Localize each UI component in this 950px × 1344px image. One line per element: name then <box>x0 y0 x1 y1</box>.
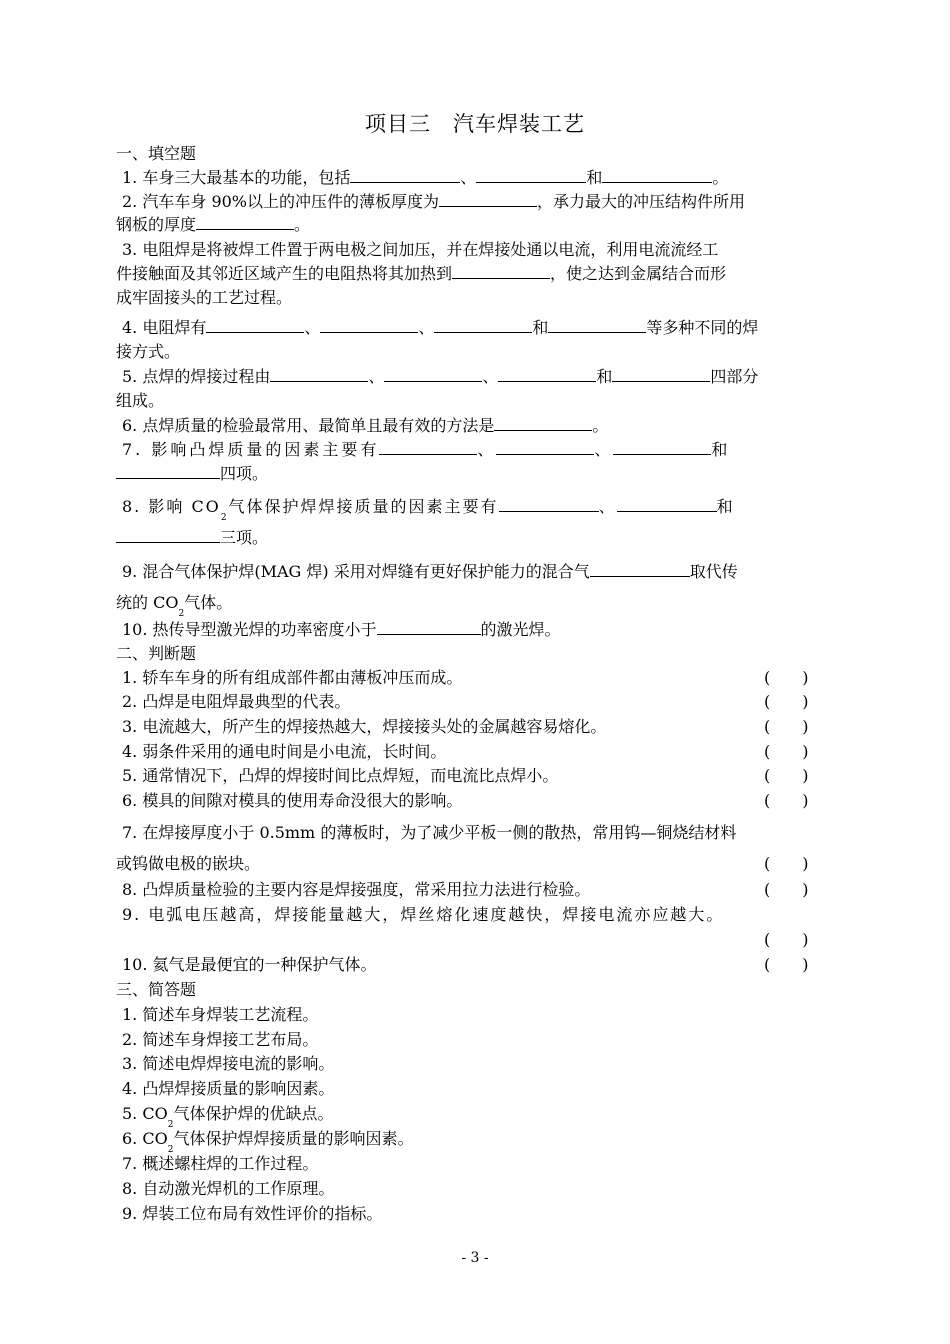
judge-question-9: 9. 电弧电压越高，焊接能量越大，焊丝熔化速度越快，焊接电流亦应越大。 <box>122 905 725 924</box>
section-short-heading: 三、简答题 <box>116 980 197 999</box>
fill-question-7-cont: 四项。 <box>116 463 840 485</box>
judge-question-4: 4. 弱条件采用的通电时间是小电流，长时间。 <box>122 742 447 761</box>
fill-question-5: 5. 点焊的焊接过程由 、 、 和 四部分 <box>122 367 759 386</box>
short-question-1: 1. 简述车身焊装工艺流程。 <box>122 1005 319 1024</box>
answer-paren: ( ) <box>764 880 809 899</box>
section-judge-heading: 二、判断题 <box>116 644 197 663</box>
answer-paren: ( ) <box>764 854 809 873</box>
answer-paren: ( ) <box>764 742 809 761</box>
answer-paren: ( ) <box>764 791 809 810</box>
judge-question-7: 7. 在焊接厚度小于 0.5mm 的薄板时，为了减少平板一侧的散热，常用钨—铜烧结材料 <box>122 823 737 842</box>
answer-paren: ( ) <box>764 692 809 711</box>
fill-question-2: 2. 汽车车身 90%以上的冲压件的薄板厚度为 ，承力最大的冲压结构件所用 <box>122 192 746 211</box>
short-question-6: 6. $CO_2$气体保护焊焊接质量的影响因素。 <box>122 1129 414 1155</box>
judge-question-7-cont: 或钨做电极的嵌块。 <box>116 854 261 873</box>
answer-paren: ( ) <box>764 766 809 785</box>
fill-question-6: 6. 点焊质量的检验最常用、最简单且最有效的方法是 。 <box>122 416 609 435</box>
judge-question-3: 3. 电流越大，所产生的焊接热越大，焊接接头处的金属越容易熔化。 <box>122 717 607 736</box>
judge-question-1: 1. 轿车车身的所有组成部件都由薄板冲压而成。 <box>122 668 463 687</box>
judge-question-8: 8. 凸焊质量检验的主要内容是焊接强度，常采用拉力法进行检验。 <box>122 880 591 899</box>
answer-paren: ( ) <box>764 717 809 736</box>
answer-paren: ( ) <box>764 668 809 687</box>
fill-question-1: 1. 车身三大最基本的功能，包括 、 和 。 <box>122 168 729 187</box>
short-question-3: 3. 简述电焊焊接电流的影响。 <box>122 1054 335 1073</box>
judge-question-2: 2. 凸焊是电阻焊最典型的代表。 <box>122 692 351 711</box>
fill-question-4: 4. 电阻焊有 、 、 和 等多种不同的焊 <box>122 318 759 337</box>
answer-paren: ( ) <box>764 930 809 949</box>
fill-question-8-cont: 三项。 <box>116 527 840 549</box>
short-question-8: 8. 自动激光焊机的工作原理。 <box>122 1179 335 1198</box>
judge-question-10: 10. 氦气是最便宜的一种保护气体。 <box>122 955 377 974</box>
page-number: - 3 - <box>461 1250 489 1266</box>
short-question-2: 2. 简述车身焊接工艺布局。 <box>122 1030 319 1049</box>
page-title: 项目三 汽车焊装工艺 <box>365 112 585 136</box>
short-question-4: 4. 凸焊焊接质量的影响因素。 <box>122 1079 335 1098</box>
fill-question-7: 7. 影响凸焊质量的因素主要有 、 、 和 <box>122 440 731 459</box>
fill-question-10: 10. 热传导型激光焊的功率密度小于 的激光焊。 <box>122 620 561 639</box>
judge-question-5: 5. 通常情况下，凸焊的焊接时间比点焊短，而电流比点焊小。 <box>122 766 559 785</box>
fill-question-3-cont: 件接触面及其邻近区域产生的电阻热将其加热到 ，使之达到金属结合而形 <box>116 264 727 283</box>
fill-question-3-cont2: 成牢固接头的工艺过程。 <box>116 288 293 307</box>
answer-paren: ( ) <box>764 955 809 974</box>
fill-question-8: 8. 影响 $CO_2$气体保护焊焊接质量的因素主要有 、 和 <box>122 497 735 523</box>
fill-question-2-cont: 钢板的厚度 。 <box>116 215 311 234</box>
fill-question-3: 3. 电阻焊是将被焊工件置于两电极之间加压，并在焊接处通以电流，利用电流流经工 <box>122 240 719 259</box>
fill-question-9-cont: 统的 $CO_2$气体。 <box>116 593 233 619</box>
section-fill-heading: 一、填空题 <box>116 144 197 163</box>
short-question-7: 7. 概述螺柱焊的工作过程。 <box>122 1154 319 1173</box>
fill-question-5-cont: 组成。 <box>116 391 165 410</box>
short-question-5: 5. $CO_2$气体保护焊的优缺点。 <box>122 1104 334 1130</box>
fill-question-9: 9. 混合气体保护焊(MAG 焊) 采用对焊缝有更好保护能力的混合气 取代传 <box>122 562 738 581</box>
fill-question-4-cont: 接方式。 <box>116 342 181 361</box>
judge-question-6: 6. 模具的间隙对模具的使用寿命没很大的影响。 <box>122 791 463 810</box>
short-question-9: 9. 焊装工位布局有效性评价的指标。 <box>122 1204 383 1223</box>
